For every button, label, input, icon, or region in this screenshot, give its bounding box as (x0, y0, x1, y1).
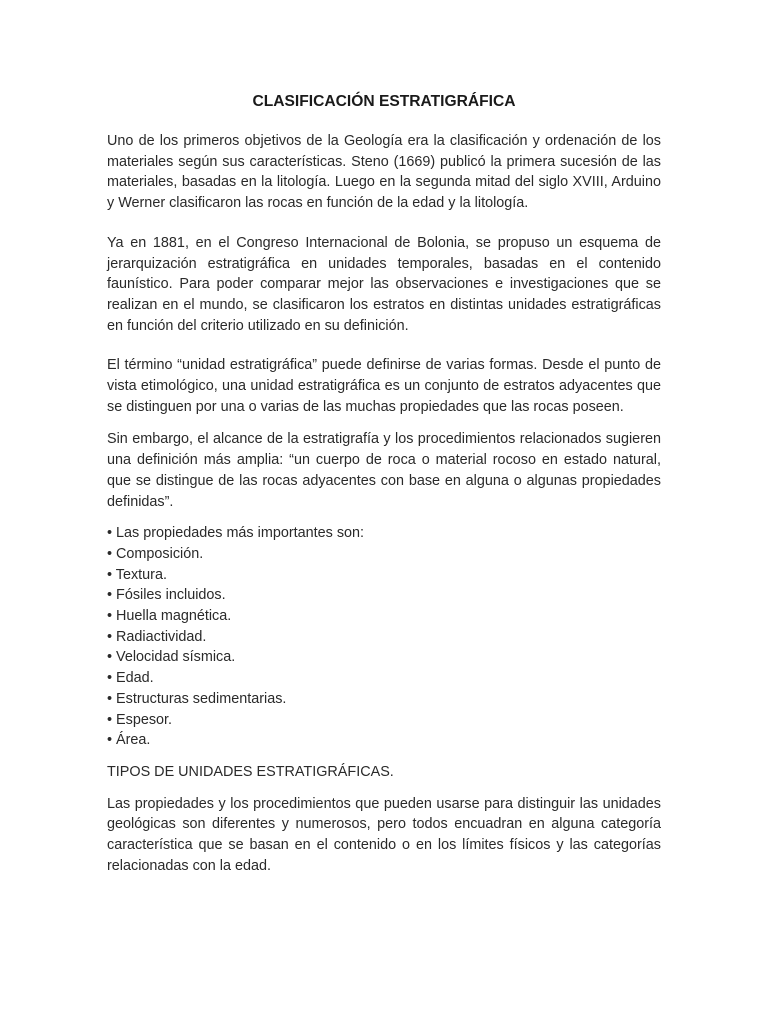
list-item: • Las propiedades más importantes son: (107, 525, 365, 542)
list-item: • Fósiles incluidos. (107, 587, 226, 604)
paragraph-intro: Uno de los primeros objetivos de la Geología era la clasificación y ordenación de los materiales según sus características. Steno (1669) publicó la primera sucesión de las materiales, basadas en la litología. Luego en la segunda mitad del siglo XVIII, Arduino y Werner clasificaron las rocas en función de la edad y la litología. (107, 133, 661, 212)
list-item: • Edad. (107, 670, 154, 687)
section-heading: TIPOS DE UNIDADES ESTRATIGRÁFICAS. (107, 763, 394, 780)
paragraph-scope: Sin embargo, el alcance de la estratigrafía y los procedimientos relacionados sugieren una definición más amplia: “un cuerpo de roca o material rocoso en estado natural, que se distingue de las rocas adyacentes con base en alguna o algunas propiedades definidas”. (107, 431, 661, 510)
list-item: • Textura. (107, 566, 167, 583)
paragraph-bolonia: Ya en 1881, en el Congreso Internacional de Bolonia, se propuso un esquema de jerarquización estratigráfica en unidades temporales, basadas en el contenido faunístico. Para poder comparar mejor las observaciones e investigaciones que se realizan en el mundo, se clasificaron los estratos en distintas unidades estratigráficas en función del criterio utilizado en su definición. (107, 234, 661, 334)
list-item: • Espesor. (107, 711, 173, 728)
list-item: • Estructuras sedimentarias. (107, 690, 287, 707)
properties-list (107, 523, 661, 751)
page-title: CLASIFICACIÓN ESTRATIGRÁFICA (252, 93, 516, 110)
list-item: • Velocidad sísmica. (107, 649, 236, 666)
list-item: • Huella magnética. (107, 608, 232, 625)
paragraph-definition: El término “unidad estratigráfica” puede definirse de varias formas. Desde el punto de vista etimológico, una unidad estratigráfica es un conjunto de estratos adyacentes que se distinguen por una o varias de las muchas propiedades que las rocas poseen. (107, 357, 661, 415)
list-item: • Radiactividad. (107, 628, 207, 645)
paragraph-types: Las propiedades y los procedimientos que pueden usarse para distinguir las unidades geológicas son diferentes y numerosos, pero todos encuadran en alguna categoría característica que se basan en el contenido o en los límites físicos y las categorías relacionadas con la edad. (107, 795, 661, 874)
list-item: • Área. (107, 732, 151, 749)
list-item: • Composición. (107, 545, 204, 562)
